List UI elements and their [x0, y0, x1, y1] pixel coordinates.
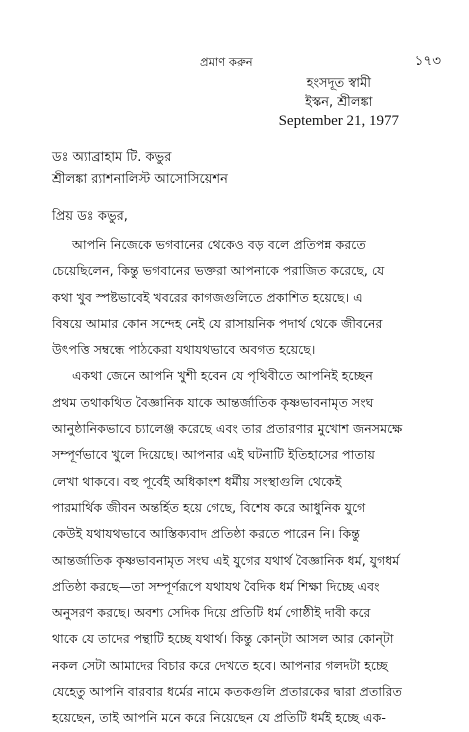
body-line: লেখা থাকবে। বহু পূর্বেই অধিকাংশ ধর্মীয় সংস্থাগুলি থেকেই — [52, 473, 342, 489]
body-line: যেহেতু আপনি বারবার ধর্মের নামে কতকগুলি প্রতারকের দ্বারা প্রতারিত — [52, 684, 402, 700]
body-line: হয়েছেন, তাই আপনি মনে করে নিয়েছেন যে প্রতিটি ধর্মই হচ্ছে এক- — [52, 710, 386, 726]
addressee-name: ডঃ অ্যাব্রাহাম টি. কভুর — [52, 150, 172, 165]
body-line: চেয়েছিলেন, কিন্তু ভগবানের ভক্তরা আপনাকে পরাজিত করেছে, যে — [52, 263, 385, 279]
body-line: প্রথম তথাকথিত বৈজ্ঞানিক যাকে আন্তর্জাতিক কৃষ্ণভাবনামৃত সংঘ — [52, 394, 374, 410]
letter-body — [52, 232, 462, 732]
body-line: বিষয়ে আমার কোন সন্দেহ নেই যে রাসায়নিক পদার্থ থেকে জীবনের — [52, 315, 383, 331]
addressee-block — [52, 147, 228, 191]
body-line: কেউই যথাযথভাবে আস্তিক্যবাদ প্রতিষ্ঠা করতে পারেন নি। কিন্তু — [52, 526, 360, 542]
body-line: একথা জেনে আপনি খুশী হবেন যে পৃথিবীতে আপনিই হচ্ছেন — [72, 368, 373, 384]
sender-name: হংসদূত স্বামী — [306, 76, 371, 91]
body-line: আনুষ্ঠানিকভাবে চ্যালেঞ্জ করেছে এবং তার প্রতারণার মুখোশ জনসমক্ষে — [52, 421, 403, 437]
page-number: ১৭৩ — [414, 53, 441, 69]
addressee-organization: শ্রীলঙ্কা র‍্যাশনালিস্ট আসোসিয়েশন — [52, 172, 228, 187]
letter-date: September 21, 1977 — [278, 113, 399, 129]
body-line: অনুসরণ করছে। অবশ্য সেদিক দিয়ে প্রতিটি ধর্ম গোষ্ঠীই দাবী করে — [52, 605, 371, 621]
body-line: কথা খুব স্পষ্টভাবেই খবরের কাগজগুলিতে প্রকাশিত হয়েছে। এ — [52, 289, 363, 305]
running-header: প্রমাণ করুন — [200, 55, 253, 69]
body-line: উৎপত্তি সম্বন্ধে পাঠকেরা যথাযথভাবে অবগত হয়েছে। — [52, 342, 316, 358]
salutation: প্রিয় ডঃ কভুর, — [52, 209, 128, 224]
sender-location: ইস্কন, শ্রীলঙ্কা — [305, 95, 373, 110]
body-line: নকল সেটা আমাদের বিচার করে দেখতে হবে। আপনার গলদটা হচ্ছে — [52, 657, 388, 673]
body-line: আন্তর্জাতিক কৃষ্ণভাবনামৃত সংঘ এই যুগের যথার্থ বৈজ্ঞানিক ধর্ম, যুগধর্ম — [52, 552, 400, 568]
body-line: আপনি নিজেকে ভগবানের থেকেও বড় বলে প্রতিপন্ন করতে — [72, 237, 366, 252]
body-line: প্রতিষ্ঠা করছে—তা সম্পূর্ণরূপে যথাযথ বৈদিক ধর্ম শিক্ষা দিচ্ছে এবং — [52, 578, 380, 594]
body-line: সম্পূর্ণভাবে খুলে দিয়েছে। আপনার এই ঘটনাটি ইতিহাসের পাতায় — [52, 447, 375, 463]
sender-block — [279, 74, 399, 131]
body-line: থাকে যে তাদের পন্থাটি হচ্ছে যথার্থ। কিন্তু কোন্‌টা আসল আর কোন্‌টা — [52, 631, 394, 647]
body-line: পারমার্থিক জীবন অন্তর্হিত হয়ে গেছে, বিশেষ করে আধুনিক যুগে — [52, 499, 366, 515]
